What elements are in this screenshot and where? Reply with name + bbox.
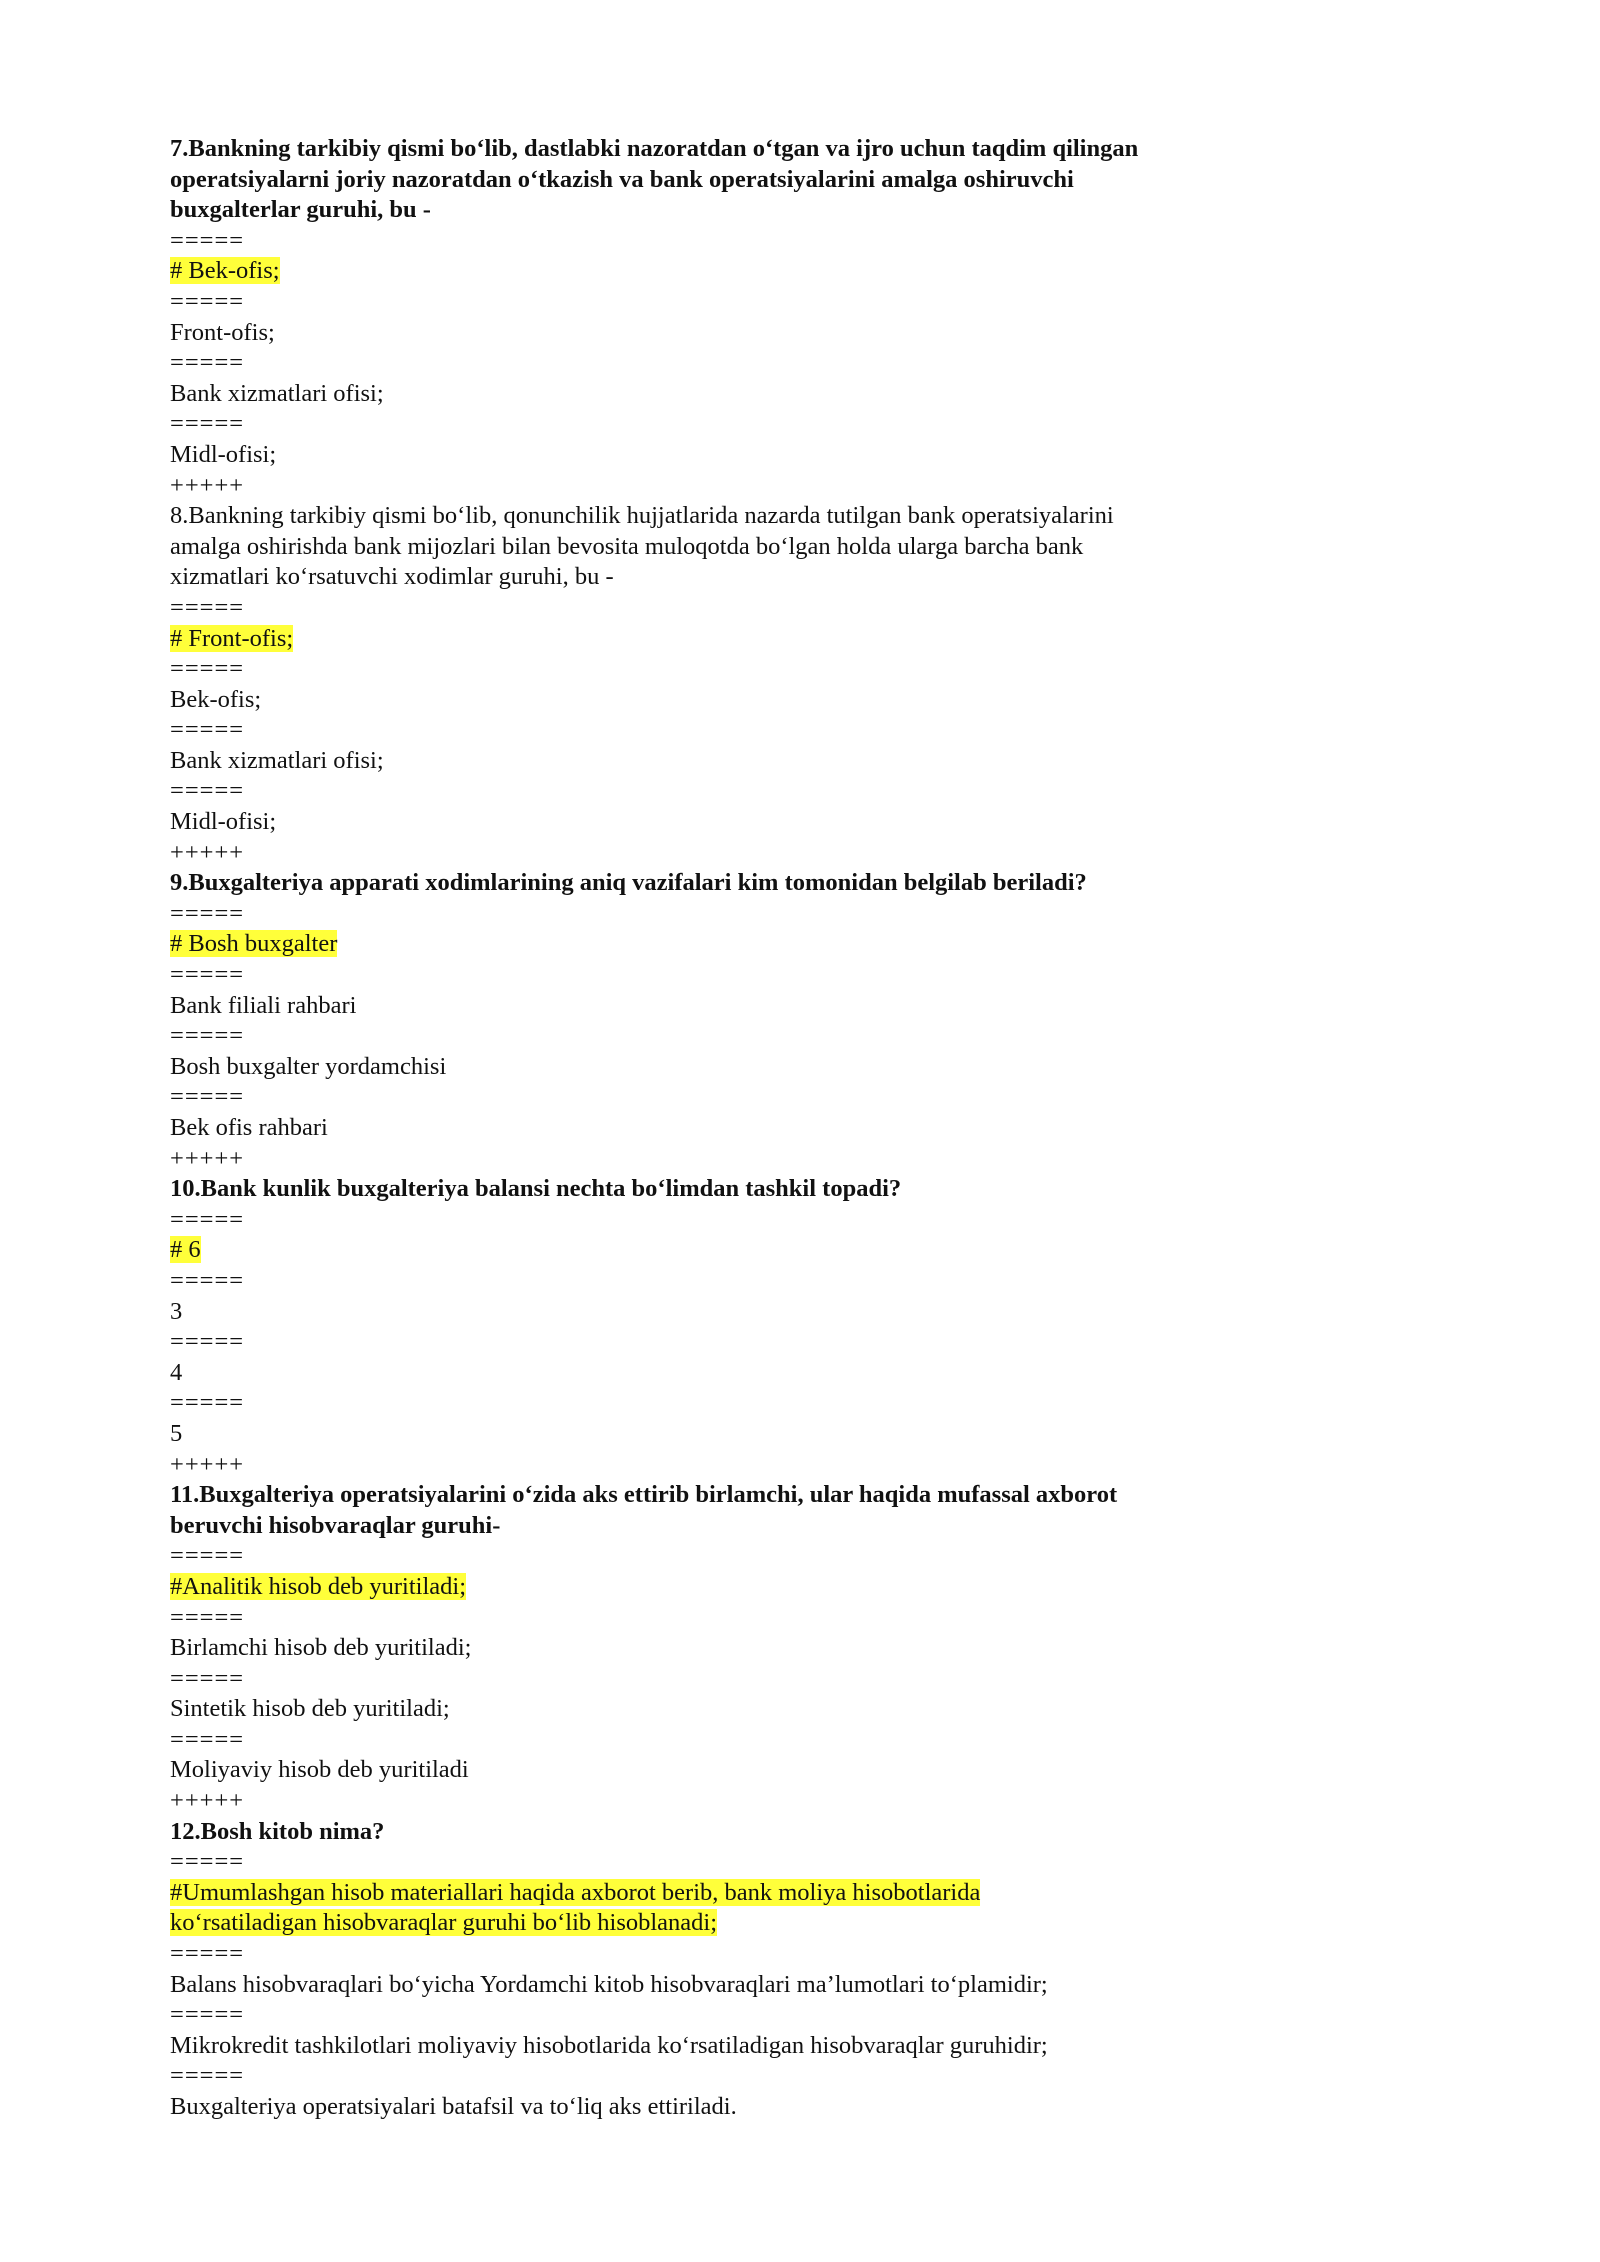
correct-answer: [170, 929, 1250, 960]
option-separator: =====: [170, 1266, 245, 1294]
highlighted-text: # Bosh buxgalter: [170, 930, 338, 958]
option-separator: =====: [170, 655, 245, 683]
correct-answer: [170, 256, 1250, 287]
answer-option: Bank filiali rahbari: [170, 991, 357, 1019]
answer-option: Bek ofis rahbari: [170, 1114, 328, 1141]
question-separator: +++++: [170, 1450, 245, 1478]
answer-option: Front-ofis;: [170, 318, 275, 346]
question-text: amalga oshirishda bank mijozlari bilan bevosita muloqotda bo‘lgan holda ularga barcha bank: [170, 532, 1084, 560]
question-block: [170, 868, 1250, 1174]
question-text: 11.Buxgalteriya operatsiyalarini o‘zida aks ettirib birlamchi, ular haqida mufassal axborot: [170, 1481, 1118, 1509]
test-questions-list: [170, 134, 1250, 2123]
option-separator: =====: [170, 226, 245, 254]
correct-answer-line: [170, 1908, 1250, 1939]
question-text: 8.Bankning tarkibiy qismi bo‘lib, qonunchilik hujjatlarida nazarda tutilgan bank operatsiyalarini: [170, 502, 1114, 530]
question-text: 12.Bosh kitob nima?: [170, 1817, 385, 1845]
question-text: xizmatlari ko‘rsatuvchi xodimlar guruhi, bu -: [170, 563, 614, 591]
option-separator: =====: [170, 1389, 245, 1417]
question-block: [170, 1480, 1250, 1817]
option-separator: =====: [170, 593, 245, 621]
correct-answer-line: [170, 624, 1250, 655]
correct-answer-line: [170, 929, 1250, 960]
question-text: 9.Buxgalteriya apparati xodimlarining aniq vazifalari kim tomonidan belgilab beriladi?: [170, 869, 1087, 897]
answer-option: 5: [170, 1419, 183, 1447]
question-block: [170, 134, 1250, 501]
correct-answer-line: [170, 256, 1250, 287]
correct-answer-line: [170, 1572, 1250, 1603]
option-separator: =====: [170, 716, 245, 744]
answer-option: Sintetik hisob deb yuritiladi;: [170, 1695, 450, 1723]
answer-option: Bek-ofis;: [170, 685, 262, 713]
option-separator: =====: [170, 2062, 245, 2090]
answer-option: 3: [170, 1297, 183, 1325]
option-separator: =====: [170, 1022, 245, 1050]
highlighted-text: #Analitik hisob deb yuritiladi;: [170, 1572, 467, 1600]
correct-answer-line: [170, 1878, 1250, 1909]
option-separator: =====: [170, 777, 245, 805]
correct-answer: [170, 624, 1250, 655]
question-text: buxgalterlar guruhi, bu -: [170, 196, 431, 224]
option-separator: =====: [170, 1725, 245, 1753]
option-separator: =====: [170, 1083, 245, 1111]
question-text: 10.Bank kunlik buxgalteriya balansi nechta bo‘limdan tashkil topadi?: [170, 1175, 902, 1203]
question-separator: +++++: [170, 471, 245, 499]
question-text: 7.Bankning tarkibiy qismi bo‘lib, dastlabki nazoratdan o‘tgan va ijro uchun taqdim qilingan: [170, 135, 1139, 162]
answer-option: Bank xizmatlari ofisi;: [170, 379, 384, 407]
option-separator: =====: [170, 349, 245, 377]
answer-option: 4: [170, 1358, 183, 1386]
option-separator: =====: [170, 899, 245, 927]
question-text: operatsiyalarni joriy nazoratdan o‘tkazish va bank operatsiyalarini amalga oshiruvchi: [170, 165, 1074, 193]
option-separator: =====: [170, 1542, 245, 1570]
option-separator: =====: [170, 1603, 245, 1631]
question-separator: +++++: [170, 838, 245, 866]
answer-option: Birlamchi hisob deb yuritiladi;: [170, 1634, 472, 1662]
answer-option: Mikrokredit tashkilotlari moliyaviy hisobotlarida ko‘rsatiladigan hisobvaraqlar guruhidir;: [170, 2031, 1048, 2059]
question-separator: +++++: [170, 1787, 245, 1815]
question-block: [170, 1817, 1250, 2123]
option-separator: =====: [170, 287, 245, 315]
question-block: [170, 1174, 1250, 1480]
highlighted-text: ko‘rsatiladigan hisobvaraqlar guruhi bo‘lib hisoblanadi;: [170, 1909, 718, 1937]
correct-answer: [170, 1878, 1250, 1939]
option-separator: =====: [170, 961, 245, 989]
answer-option: Moliyaviy hisob deb yuritiladi: [170, 1756, 469, 1784]
highlighted-text: #Umumlashgan hisob materiallari haqida axborot berib, bank moliya hisobotlarida: [170, 1878, 981, 1906]
answer-option: Bosh buxgalter yordamchisi: [170, 1052, 447, 1080]
correct-answer-line: [170, 1235, 1250, 1266]
option-separator: =====: [170, 1940, 245, 1968]
option-separator: =====: [170, 1848, 245, 1876]
correct-answer: [170, 1235, 1250, 1266]
highlighted-text: # Front-ofis;: [170, 624, 294, 652]
answer-option: Bank xizmatlari ofisi;: [170, 746, 384, 774]
option-separator: =====: [170, 1328, 245, 1356]
answer-option: Midl-ofisi;: [170, 440, 277, 468]
option-separator: =====: [170, 410, 245, 438]
answer-option: Buxgalteriya operatsiyalari batafsil va to‘liq aks ettiriladi.: [170, 2093, 737, 2120]
answer-option: Balans hisobvaraqlari bo‘yicha Yordamchi kitob hisobvaraqlari ma’lumotlari to‘plamidir;: [170, 1970, 1048, 1998]
question-text: beruvchi hisobvaraqlar guruhi-: [170, 1511, 501, 1539]
highlighted-text: # 6: [170, 1236, 201, 1264]
option-separator: =====: [170, 1664, 245, 1692]
question-separator: +++++: [170, 1144, 245, 1172]
option-separator: =====: [170, 1205, 245, 1233]
question-block: [170, 501, 1250, 868]
highlighted-text: # Bek-ofis;: [170, 257, 280, 285]
correct-answer: [170, 1572, 1250, 1603]
answer-option: Midl-ofisi;: [170, 808, 277, 836]
option-separator: =====: [170, 2001, 245, 2029]
